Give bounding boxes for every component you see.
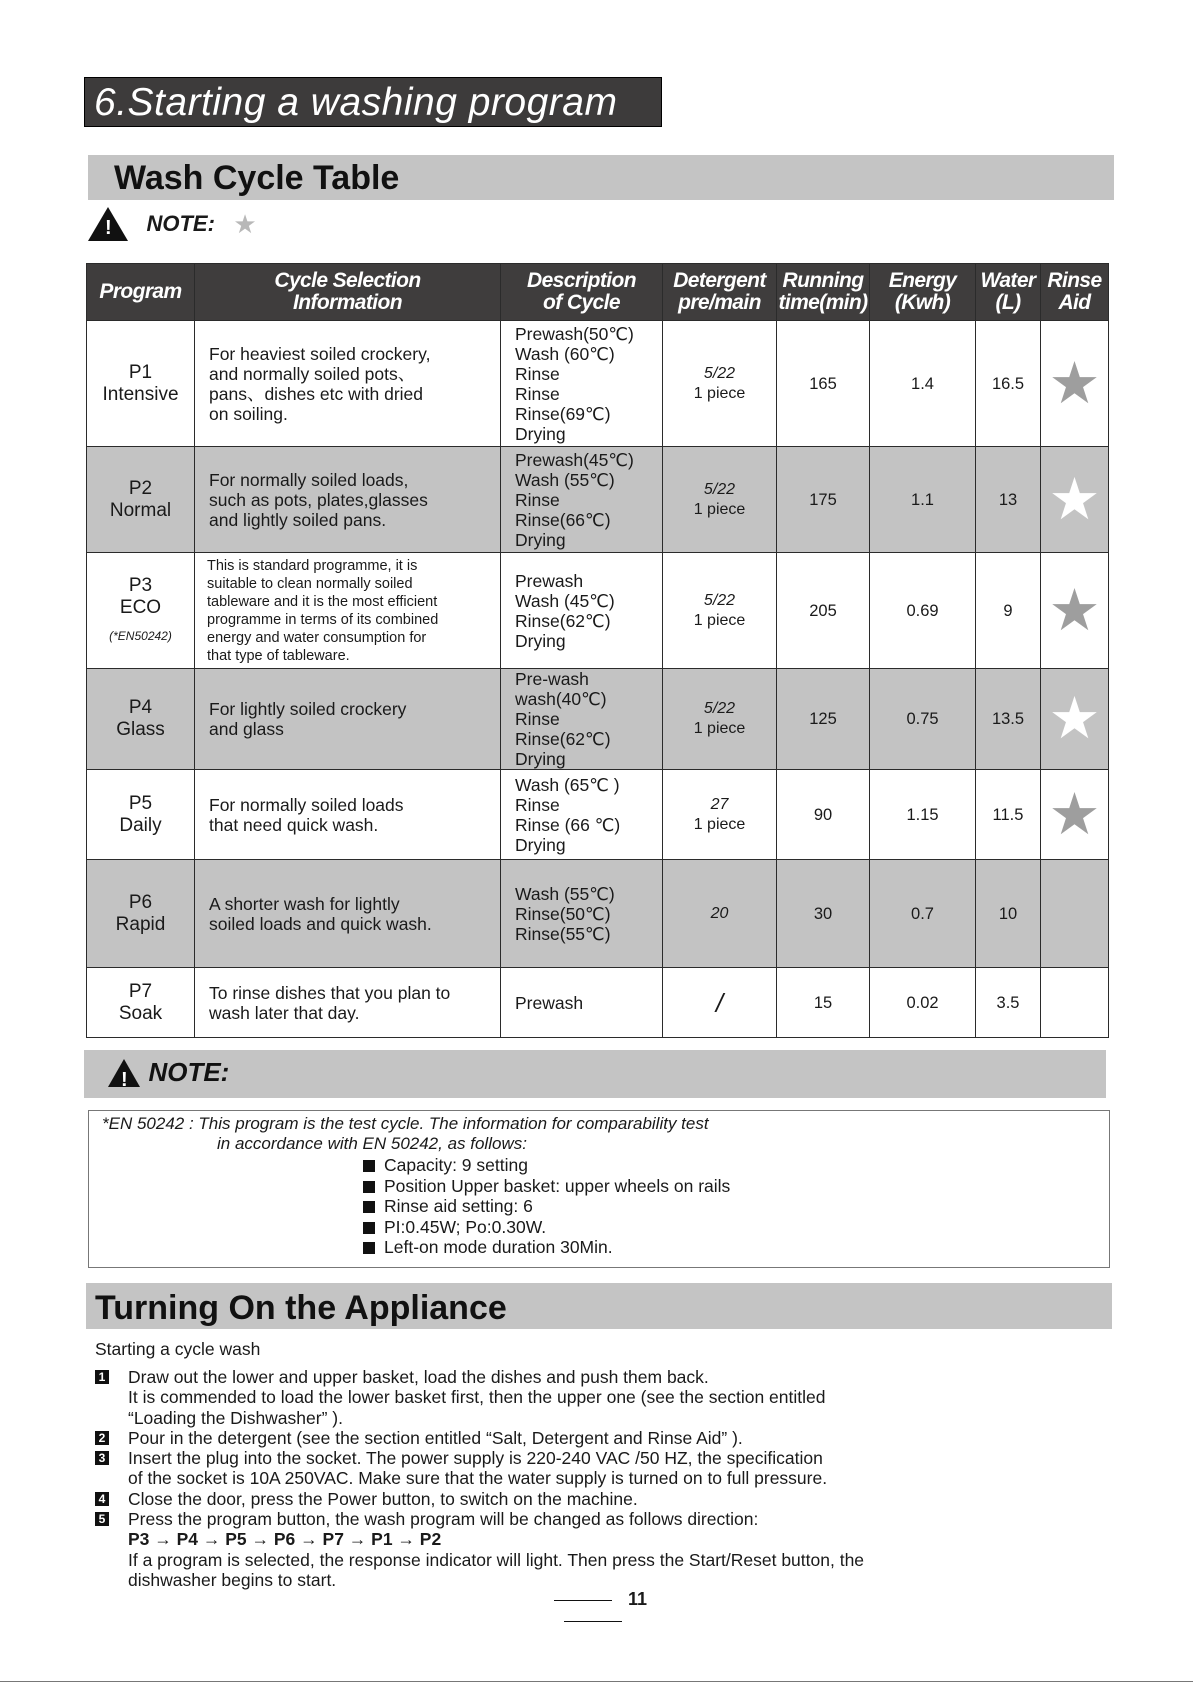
rinse-aid-cell: [1041, 321, 1109, 447]
star-icon: ★: [1048, 577, 1101, 643]
program-name: Daily: [119, 814, 162, 836]
program-note: (*EN50242): [109, 628, 172, 643]
detergent-form: 1 piece: [693, 384, 746, 402]
list-item: Rinse aid setting: 6: [363, 1196, 730, 1217]
table-row: [87, 321, 1109, 447]
cycle-info-cell: [195, 968, 501, 1038]
cycle-info-line: that need quick wash.: [209, 814, 379, 835]
description-cell: [501, 860, 663, 968]
water-cell: [976, 860, 1041, 968]
program-code: P7: [128, 980, 153, 1002]
rinse-aid-cell: [1041, 669, 1109, 770]
description-line: Wash (60℃): [515, 343, 615, 364]
program-cell: [87, 669, 195, 770]
header-detergent: Detergent pre/main: [663, 264, 777, 321]
water-value: 10: [998, 904, 1018, 923]
description-line: Drying: [515, 749, 566, 769]
program-code: P6: [128, 891, 153, 913]
step-text: Draw out the lower and upper basket, load the dishes and push them back.: [128, 1367, 709, 1387]
running-time-cell: [777, 669, 870, 770]
energy-cell: [870, 669, 976, 770]
cycle-info-line: on soiling.: [209, 403, 288, 424]
detergent-form: 1 piece: [693, 611, 746, 629]
running-time: 165: [809, 374, 837, 393]
program-name: Glass: [116, 719, 165, 740]
cycle-info-cell: [195, 553, 501, 669]
program-code: P5: [128, 792, 153, 814]
description-line: Pre-wash: [515, 669, 589, 689]
energy-value: 0.69: [906, 601, 939, 620]
cycle-info-line: that type of tableware.: [207, 647, 350, 664]
header-program: Program: [87, 264, 195, 321]
detergent-cell: [663, 860, 777, 968]
table-row: [87, 770, 1109, 860]
cycle-info-line: This is standard programme, it is: [207, 557, 418, 574]
running-time: 175: [809, 490, 837, 509]
detergent-cell: [663, 669, 777, 770]
description-line: Rinse(62℃): [515, 610, 611, 631]
water-value: 11.5: [992, 805, 1024, 824]
description-cell: [501, 321, 663, 447]
step-5: [95, 1509, 1105, 1590]
step-text: Pour in the detergent (see the section entitled “Salt, Detergent and Rinse Aid” ).: [128, 1427, 743, 1448]
description-cell: [501, 669, 663, 770]
running-time-cell: [777, 553, 870, 669]
wash-cycle-table: [86, 263, 1109, 1038]
step-number: 3: [95, 1451, 109, 1465]
description-line: Rinse: [515, 489, 560, 510]
energy-cell: [870, 447, 976, 553]
energy-value: 1.15: [906, 805, 939, 824]
description-cell: [501, 770, 663, 860]
cycle-info-line: and normally soiled pots、: [209, 363, 416, 384]
rinse-aid-cell: [1041, 447, 1109, 553]
detergent-cell: [663, 447, 777, 553]
description-line: Prewash: [515, 570, 584, 591]
step-text: It is commended to load the lower basket first, then the upper one (see the section entitled: [128, 1387, 826, 1408]
header-water: Water (L): [976, 264, 1041, 321]
program-code: P4: [128, 697, 153, 718]
description-line: Rinse(55℃): [515, 923, 611, 944]
description-line: Wash (45℃): [515, 590, 615, 611]
running-time-cell: [777, 968, 870, 1038]
running-time-cell: [777, 770, 870, 860]
detergent-cell: [663, 553, 777, 669]
cycle-info-cell: [195, 669, 501, 770]
energy-value: 1.1: [911, 490, 934, 509]
program-sequence: P3 → P4 → P5 → P6 → P7 → P1 → P2: [128, 1529, 442, 1550]
energy-cell: [870, 553, 976, 669]
rinse-aid-cell: [1041, 553, 1109, 669]
header-running-time: Running time(min): [777, 264, 870, 321]
description-line: Rinse: [515, 383, 560, 404]
star-icon: ★: [1048, 350, 1101, 416]
description-line: Rinse: [515, 363, 560, 384]
description-line: Rinse(62℃): [515, 729, 611, 749]
cycle-info-line: and lightly soiled pans.: [209, 509, 387, 530]
cycle-info-line: tableware and it is the most efficient: [207, 593, 438, 610]
cycle-info-line: For lightly soiled crockery: [209, 699, 407, 719]
note-band: [84, 1050, 1106, 1098]
step-text: dishwasher begins to start.: [128, 1569, 337, 1590]
detergent-amount: /: [715, 987, 724, 1018]
cycle-info-cell: [195, 321, 501, 447]
header-cycle-info: Cycle Selection Information: [195, 264, 501, 321]
program-name: ECO: [119, 596, 162, 618]
description-line: Prewash(50℃): [515, 323, 634, 344]
warning-icon: [88, 207, 128, 241]
water-cell: [976, 770, 1041, 860]
water-cell: [976, 968, 1041, 1038]
description-line: Wash (55℃): [515, 469, 615, 490]
description-cell: [501, 968, 663, 1038]
table-note: [88, 207, 257, 247]
cycle-info-line: A shorter wash for lightly: [209, 893, 400, 914]
description-line: wash(40℃): [515, 689, 607, 709]
step-number: 1: [95, 1370, 109, 1384]
detergent-cell: [663, 770, 777, 860]
water-cell: [976, 321, 1041, 447]
cycle-info-line: For normally soiled loads,: [209, 469, 409, 490]
running-time: 125: [809, 710, 837, 728]
detergent-amount: 20: [710, 904, 729, 922]
program-code: P3: [128, 574, 153, 596]
water-value: 13: [998, 490, 1018, 509]
program-cell: [87, 321, 195, 447]
table-row: [87, 669, 1109, 770]
energy-cell: [870, 321, 976, 447]
detergent-form: 1 piece: [693, 815, 746, 833]
cycle-info-cell: [195, 770, 501, 860]
detergent-amount: 27: [710, 795, 729, 813]
cycle-info-line: To rinse dishes that you plan to: [209, 982, 451, 1003]
detergent-cell: [663, 321, 777, 447]
program-code: P2: [128, 477, 153, 499]
running-time: 205: [809, 601, 837, 620]
detergent-cell: [663, 968, 777, 1038]
footer-rule: [554, 1600, 612, 1601]
running-time: 15: [813, 993, 833, 1012]
list-item: Capacity: 9 setting: [363, 1155, 730, 1176]
running-time-cell: [777, 447, 870, 553]
cycle-info-line: programme in terms of its combined: [207, 611, 439, 628]
cycle-info-line: energy and water consumption for: [207, 629, 427, 646]
energy-value: 0.02: [906, 993, 939, 1012]
description-line: Drying: [515, 423, 566, 444]
footer-rule: [564, 1621, 622, 1622]
page-number: 11: [627, 1589, 648, 1609]
detergent-amount: 5/22: [703, 480, 736, 498]
cycle-info-cell: [195, 860, 501, 968]
description-line: Rinse(69℃): [515, 403, 611, 424]
table-row: [87, 553, 1109, 669]
section-title: 6.Starting a washing program: [84, 77, 662, 127]
cycle-info-line: wash later that day.: [209, 1002, 360, 1023]
rinse-aid-cell: [1041, 860, 1109, 968]
water-value: 13.5: [991, 710, 1025, 728]
step-text: “Loading the Dishwasher” ).: [128, 1407, 343, 1428]
step-4: [95, 1489, 1105, 1509]
description-line: Prewash(45℃): [515, 449, 634, 470]
rinse-aid-cell: [1041, 770, 1109, 860]
cycle-info-line: suitable to clean normally soiled: [207, 575, 413, 592]
description-line: Drying: [515, 630, 566, 651]
star-icon: ★: [233, 208, 257, 239]
program-name: Rapid: [115, 913, 166, 935]
step-text: Press the program button, the wash program will be changed as follows direction:: [128, 1509, 759, 1530]
cycle-info-line: pans、dishes etc with dried: [209, 383, 423, 404]
program-cell: [87, 447, 195, 553]
cycle-info-line: and glass: [209, 719, 284, 739]
note-label: NOTE:: [148, 1057, 230, 1087]
water-cell: [976, 447, 1041, 553]
subheading: Starting a cycle wash: [95, 1339, 261, 1359]
en50242-note-line-2: in accordance with EN 50242, as follows:: [217, 1134, 527, 1153]
detergent-amount: 5/22: [703, 700, 736, 717]
cycle-info-line: For normally soiled loads: [209, 794, 404, 815]
description-line: Prewash: [515, 992, 584, 1013]
wash-cycle-table-heading: Wash Cycle Table: [88, 155, 1114, 200]
description-line: Wash (55℃): [515, 883, 615, 904]
energy-value: 0.7: [911, 904, 934, 923]
program-cell: [87, 860, 195, 968]
warning-icon: [108, 1059, 140, 1087]
running-time-cell: [777, 321, 870, 447]
test-conditions-list: [363, 1155, 730, 1258]
description-line: Rinse: [515, 794, 560, 815]
step-text: of the socket is 10A 250VAC. Make sure that the water supply is turned on to full pressure.: [128, 1468, 828, 1489]
step-text: Insert the plug into the socket. The power supply is 220-240 VAC /50 HZ, the specification: [128, 1448, 823, 1469]
program-name: Normal: [109, 499, 172, 521]
table-row: [87, 968, 1109, 1038]
rinse-aid-cell: [1041, 968, 1109, 1038]
water-cell: [976, 553, 1041, 669]
step-number: 2: [95, 1431, 109, 1445]
water-value: 16.5: [991, 374, 1025, 393]
header-description: Description of Cycle: [501, 264, 663, 321]
description-cell: [501, 553, 663, 669]
list-item: PI:0.45W; Po:0.30W.: [363, 1217, 730, 1238]
detergent-form: 1 piece: [693, 500, 746, 518]
step-number: 5: [95, 1512, 109, 1526]
step-1: [95, 1367, 1105, 1428]
table-row: [87, 860, 1109, 968]
page-footer: [500, 1589, 685, 1631]
program-cell: [87, 968, 195, 1038]
cycle-info-line: such as pots, plates,glasses: [209, 489, 428, 510]
description-line: Rinse: [515, 709, 560, 729]
list-item: Position Upper basket: upper wheels on rails: [363, 1176, 730, 1197]
bottom-rule: [0, 1681, 1193, 1682]
description-cell: [501, 447, 663, 553]
description-line: Rinse(50℃): [515, 903, 611, 924]
star-icon: ★: [1048, 466, 1101, 532]
program-name: Soak: [118, 1002, 163, 1024]
cycle-info-cell: [195, 447, 501, 553]
energy-value: 1.4: [911, 374, 934, 393]
energy-value: 0.75: [906, 710, 939, 728]
step-number: 4: [95, 1492, 109, 1506]
running-time: 90: [813, 805, 833, 824]
running-time: 30: [813, 904, 833, 923]
water-value: 9: [1003, 601, 1013, 620]
detergent-amount: 5/22: [703, 591, 736, 609]
header-energy: Energy (Kwh): [870, 264, 976, 321]
en50242-note-line-1: *EN 50242 : This program is the test cycle. The information for comparability test: [102, 1114, 709, 1133]
description-line: Rinse(66℃): [515, 509, 611, 530]
star-icon: ★: [1048, 686, 1101, 751]
water-cell: [976, 669, 1041, 770]
cycle-info-line: soiled loads and quick wash.: [209, 913, 432, 934]
description-line: Wash (65℃ ): [515, 774, 620, 795]
detergent-form: 1 piece: [693, 720, 746, 737]
program-cell: [87, 770, 195, 860]
turning-on-heading: Turning On the Appliance: [86, 1283, 1112, 1329]
energy-cell: [870, 770, 976, 860]
step-2: [95, 1428, 1105, 1448]
energy-cell: [870, 968, 976, 1038]
header-rinse-aid: Rinse Aid: [1041, 264, 1109, 321]
cycle-info-line: For heaviest soiled crockery,: [209, 343, 431, 364]
table-row: [87, 447, 1109, 553]
step-3: [95, 1448, 1105, 1489]
description-line: Drying: [515, 834, 566, 855]
energy-cell: [870, 860, 976, 968]
star-icon: ★: [1048, 781, 1101, 847]
list-item: Left-on mode duration 30Min.: [363, 1237, 730, 1258]
program-cell: [87, 553, 195, 669]
program-name: Intensive: [102, 383, 179, 405]
description-line: Drying: [515, 529, 566, 550]
water-value: 3.5: [996, 993, 1020, 1012]
detergent-amount: 5/22: [703, 364, 736, 382]
program-code: P1: [128, 361, 153, 383]
note-label: NOTE:: [146, 211, 215, 236]
steps-list: [95, 1367, 1105, 1590]
running-time-cell: [777, 860, 870, 968]
step-text: Close the door, press the Power button, to switch on the machine.: [128, 1488, 638, 1509]
step-text: If a program is selected, the response indicator will light. Then press the Start/Reset button, the: [128, 1549, 865, 1570]
description-line: Rinse (66 ℃): [515, 814, 621, 835]
table-header-row: [87, 264, 1109, 321]
